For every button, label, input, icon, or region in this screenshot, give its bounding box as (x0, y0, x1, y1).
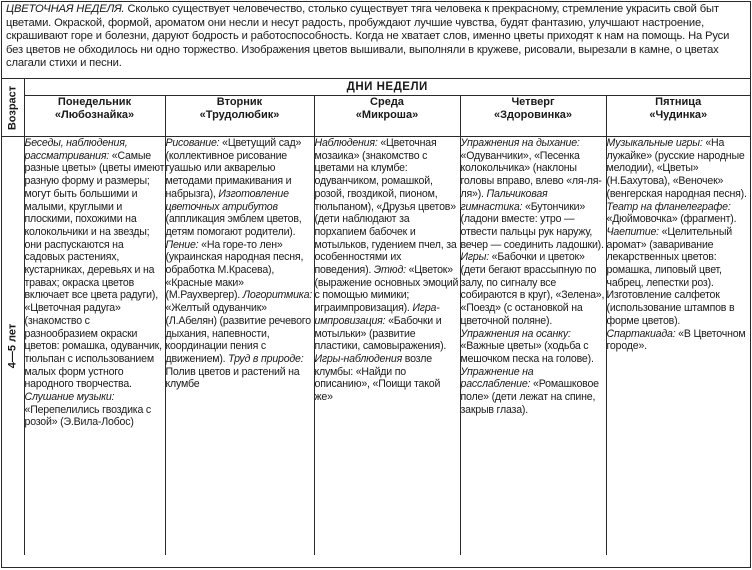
day-header-wednesday (314, 96, 460, 137)
activity-description: «Бабочки и цветок» (дети бегают врассыпную по залу, по сигналу все собираются в круг), «Зелена», «Поезд» (с остановкой на цветочной поляне). (460, 251, 605, 327)
intro-text: Сколько существует человечество, столько существует тяга человека к прекрасному, стремление украсить свой быт цветами. Окраской, формой, ароматом они несли и несут радость, пробуждают лучшие чувства, будят фантазию, улучшают настроение, скрашивают горе и болезни, даруют бодрость и работоспособность. Когда не хватает слов, именно цветы приходят к нам на помощь. На Руси без цветов не обходилось ни одно торжество. Изображения цветов вышивали, выполняли в кружеве, рисовали, вырезали в камне, о цветах слагали стихи и песни. (6, 3, 730, 70)
activity-type-label: Упражнения на осанку: (460, 327, 571, 340)
activity-text (315, 137, 460, 404)
activity-type-label: Спартакиада: (606, 327, 676, 340)
day-nickname: «Микроша» (355, 109, 419, 121)
activity-description: «В Цветочном городе». (606, 327, 746, 353)
activity-type-label: Театр на фланелеграфе: (606, 200, 731, 213)
day-header-thursday (460, 96, 606, 137)
activity-description: «Перепелились гвоздика с розой» (Э.Вила-Лобос) (24, 403, 151, 429)
activity-type-label: Логоритмика: (240, 289, 313, 302)
activity-cell-thursday (460, 137, 606, 556)
activity-description: «Важные цветы» (ходьба с мешочком песка на голове). (460, 340, 594, 365)
day-nickname: «Чудинка» (649, 109, 708, 121)
activity-description: «Бабочки и мотыльки» (развитие пластики, самовыражения). (314, 314, 447, 353)
activity-type-label: Труд в природе: (225, 352, 304, 365)
day-name: Среда (370, 96, 404, 108)
activity-type-label: Игры-наблюдения (314, 352, 403, 365)
activity-description: «На горе-то лен» (украинская народная песня, обработка М.Красева), «Красные маки» (М.Раухвергер). (165, 238, 304, 302)
activity-type-label: Этюд: (371, 264, 406, 277)
activity-type-label: Пение: (165, 238, 199, 251)
activity-description: «Цветочная мозаика» (знакомство с цветами на клумбе: одуванчиком, ромашкой, розой, гвоздикой, пионом, тюльпаном), «Друзья цветов» (дети наблюдают за порхanием бабочек и мотыльков, гудением пчел, за особенностями их поведения). (314, 137, 457, 277)
age-value-cell (2, 137, 24, 556)
week-schedule-table (2, 79, 750, 555)
activity-type-label: Пальчиковая гимнастика: (460, 187, 548, 213)
activity-type-label: Слушание музыки: (24, 391, 115, 404)
activity-description: «На лужайке» (русские народные мелодии), «Цветы» (Н.Бахутова), «Веночек» (венгерская народная песня). (606, 137, 747, 200)
activity-type-label: Чаепитие: (606, 225, 659, 238)
day-name: Четверг (511, 96, 555, 108)
activity-cell-friday (606, 137, 750, 556)
day-nickname: «Здоровинка» (493, 109, 573, 121)
activity-description: «Целительный аромат» (заваривание лекарственных цветов: ромашка, липовый цвет, чабрец, лепестки роз). Изготовление салфеток (использование штампов в форме цветов). (606, 225, 735, 327)
activity-type-label: Рисование: (165, 137, 220, 149)
day-name: Понедельник (57, 96, 132, 108)
day-nickname: «Любознайка» (54, 109, 135, 121)
day-header-friday (606, 96, 750, 137)
activity-description: «Желтый одуванчик» (Л.Абелян) (развитие речевого дыхания, напевности, координации пения с движением). (165, 302, 311, 365)
activity-type-label: Беседы, наблюдения, рассматривания: (24, 137, 128, 162)
intro-paragraph (2, 2, 750, 79)
activity-description: Полив цветов и растений на клумбе (165, 365, 300, 391)
activity-description: «Бутончики» (ладони вместе: утро — отвести пальцы рук наружу, вечер — соединить ладошки). (460, 200, 604, 251)
activity-cell-wednesday (314, 137, 460, 556)
activity-description: «Одуванчики», «Песенка колокольчика» (наклоны головы вправо, влево «ля-ля-ля»). (460, 149, 602, 200)
activity-type-label: Наблюдения: (314, 137, 378, 149)
activity-type-label: Упражнения на дыхание: (460, 137, 580, 149)
day-name: Пятница (655, 96, 702, 108)
activity-type-label: Изготовление цветочных атрибутов (165, 187, 289, 213)
activity-text (461, 137, 606, 416)
activity-type-label: Упражнение на расслабление: (460, 365, 534, 391)
day-header-tuesday (165, 96, 314, 137)
activity-type-label: Игра-импровизация: (314, 302, 440, 327)
activity-description: возле клумбы: «Найди по описанию», «Поищи такой же» (314, 352, 441, 404)
activity-description: «Цветущий сад» (коллективное рисование гуашью или акварелью методами примакивания и набрызга), (165, 137, 302, 200)
age-header-cell (2, 79, 24, 137)
days-header: ДНИ НЕДЕЛИ (24, 79, 750, 96)
activity-type-label: Игры: (460, 251, 489, 264)
activity-description: «Цветок» (выражение основных эмоций с помощью мимики; играимпровизация). (314, 264, 459, 315)
activity-description: (аппликация эмблем цветов, детям помогают родители). (165, 213, 302, 238)
activity-cell-tuesday (165, 137, 314, 556)
activity-type-label: Музыкальные игры: (606, 137, 703, 149)
day-nickname: «Трудолюбик» (199, 109, 280, 121)
document-page (1, 1, 751, 568)
activity-cell-monday (24, 137, 165, 556)
activity-description: «Ромашковое поле» (дети лежат на спине, закрыв глаза). (460, 378, 599, 416)
day-name: Вторник (216, 96, 263, 108)
age-value: 4—5 лет (6, 323, 19, 369)
activity-description: «Самые разные цветы» (цветы имеют разную форму и размеры; могут быть большими и малыми, круглыми и плоскими, похожими на колокольчики и на звезды; они распускаются на садовых растениях, кустарниках, деревьях и на травах; окраска цветов включает все цвета радуги), «Цветочная радуга» (знакомство с разнообразием окраски цветов: ромашка, одуванчик, тюльпан с использованием малых форм устного народного творчества. (24, 149, 165, 391)
intro-lead: ЦВЕТОЧНАЯ НЕДЕЛЯ. (6, 3, 125, 15)
activity-text (25, 137, 165, 429)
age-header: Возраст (6, 85, 19, 130)
activity-text (607, 137, 751, 353)
activity-description: «Дюймовочка» (фрагмент). (606, 213, 737, 226)
day-header-monday (24, 96, 165, 137)
activity-text (166, 137, 314, 391)
